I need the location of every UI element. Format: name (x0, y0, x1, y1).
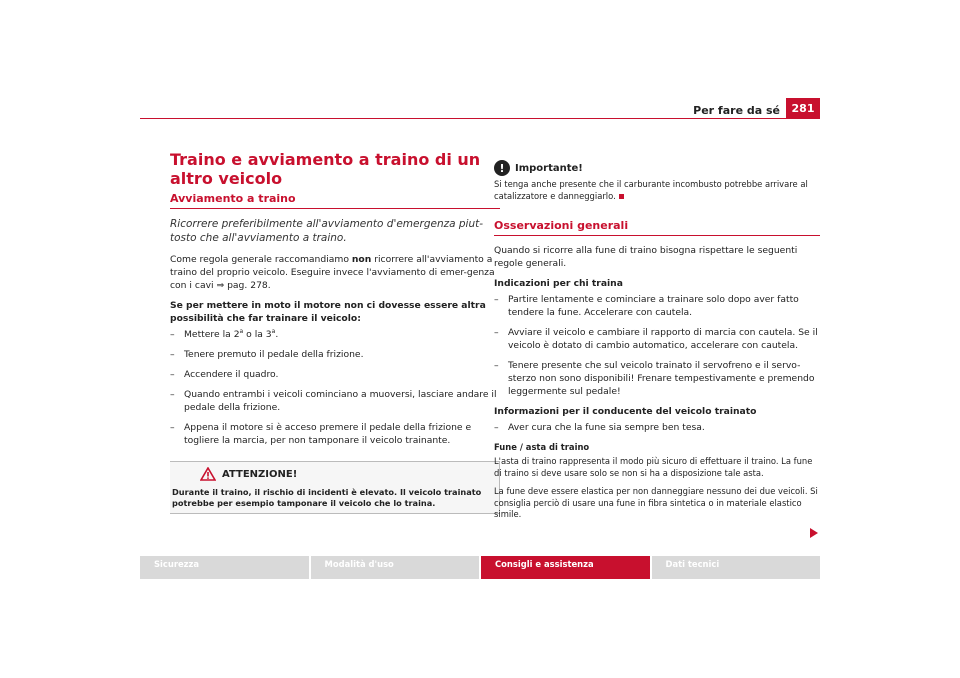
paragraph-text-cont: ricorrere all'avviamento a traino del proprio veicolo. Eseguire invece l'avviamento di emer-genza con i cavi ⇒ pag. 278. (170, 254, 495, 291)
footer-tabs (140, 556, 820, 579)
header-rule (140, 118, 820, 119)
important-header (494, 160, 820, 176)
steps-list (170, 328, 500, 447)
paragraph-rope-1: L'asta di traino rappresenta il modo più sicuro di effettuare il traino. La fune di traino si deve usare solo se non si ha a disposizione tale asta. (494, 456, 813, 478)
section-title-avviamento: Avviamento a traino (170, 192, 296, 205)
subhead-towing-driver: Indicazioni per chi traina (494, 278, 623, 289)
page-number: 281 (786, 98, 820, 118)
important-text-body: Si tenga anche presente che il carburante incombusto potrebbe arrivare al catalizzatore e danneggiarlo. (494, 179, 808, 201)
paragraph-rope-2: La fune deve essere elastica per non danneggiare nessuno dei due veicoli. Si consiglia perciò di usare una fune in fibra sintetica o in materiale elastico simile. (494, 486, 818, 519)
chapter-title: Traino e avviamento a traino di un altro veicolo (170, 150, 481, 188)
tab-modalita-uso[interactable]: Modalità d'uso (311, 556, 480, 579)
step-text: . (275, 329, 279, 340)
subhead-towed-driver: Informazioni per il conducente del veicolo trainato (494, 406, 757, 417)
section-title-osservazioni: Osservazioni generali (494, 219, 629, 232)
left-column (170, 150, 500, 514)
header-title: Per fare da sé (693, 104, 780, 117)
warning-title: ATTENZIONE! (222, 468, 298, 480)
subhead-tow-start: Se per mettere in moto il motore non ci dovesse essere altra possibilità che far trainare il veicolo: (170, 300, 486, 324)
list-item: – Tenere presente che sul veicolo trainato il servofreno e il servo-sterzo non sono disponibili! Frenare tempestivamente e premendo leggermente sul pedale! (494, 359, 820, 398)
paragraph-text: Come regola generale raccomandiamo (170, 254, 352, 265)
list-item: – Tenere premuto il pedale della frizione. (170, 348, 500, 361)
tab-dati-tecnici[interactable]: Dati tecnici (652, 556, 821, 579)
end-marker-icon (619, 194, 624, 199)
warning-text: Durante il traino, il rischio di incidenti è elevato. Il veicolo trainato potrebbe per esempio tamponare il veicolo che lo traina. (172, 487, 482, 508)
tab-sicurezza[interactable]: Sicurezza (140, 556, 309, 579)
warning-triangle-icon (200, 467, 216, 481)
exclamation-icon: ! (494, 160, 510, 176)
paragraph-general-rule (170, 253, 500, 292)
list-item: – Partire lentamente e cominciare a trainare solo dopo aver fatto tendere la fune. Accelerare con cautela. (494, 293, 820, 319)
intro-text: Ricorrere preferibilmente all'avviamento d'emergenza piut-tosto che all'avviamento a traino. (170, 218, 484, 244)
subhead-rope: Fune / asta di traino (494, 442, 590, 452)
towed-list (494, 421, 820, 434)
step-text: o la 3 (243, 329, 272, 340)
superscript: a (239, 327, 244, 335)
section-rule (170, 208, 500, 209)
step-text: Mettere la 2 (184, 329, 240, 340)
list-item: – Avviare il veicolo e cambiare il rapporto di marcia con cautela. Se il veicolo è dotato di cambio automatico, accelerare con cautela. (494, 326, 820, 352)
list-item (170, 328, 500, 341)
list-item: – Quando entrambi i veicoli cominciano a muoversi, lasciare andare il pedale della frizione. (170, 388, 500, 414)
list-item: – Aver cura che la fune sia sempre ben tesa. (494, 421, 820, 434)
superscript: a (271, 327, 276, 335)
paragraph-rules: Quando si ricorre alla fune di traino bisogna rispettare le seguenti regole generali. (494, 245, 798, 269)
paragraph-bold: non (351, 254, 372, 265)
warning-header (200, 467, 493, 481)
important-title: Importante! (515, 162, 583, 174)
tab-consigli-assistenza[interactable]: Consigli e assistenza (481, 556, 650, 579)
section-rule (494, 235, 820, 236)
next-page-arrow-icon[interactable] (810, 528, 818, 538)
towing-list (494, 293, 820, 398)
list-item: – Accendere il quadro. (170, 368, 500, 381)
warning-box (170, 461, 500, 514)
list-item: – Appena il motore si è acceso premere il pedale della frizione e togliere la marcia, per non tamponare il veicolo trainante. (170, 421, 500, 447)
right-column (494, 160, 820, 528)
important-text (494, 179, 820, 202)
